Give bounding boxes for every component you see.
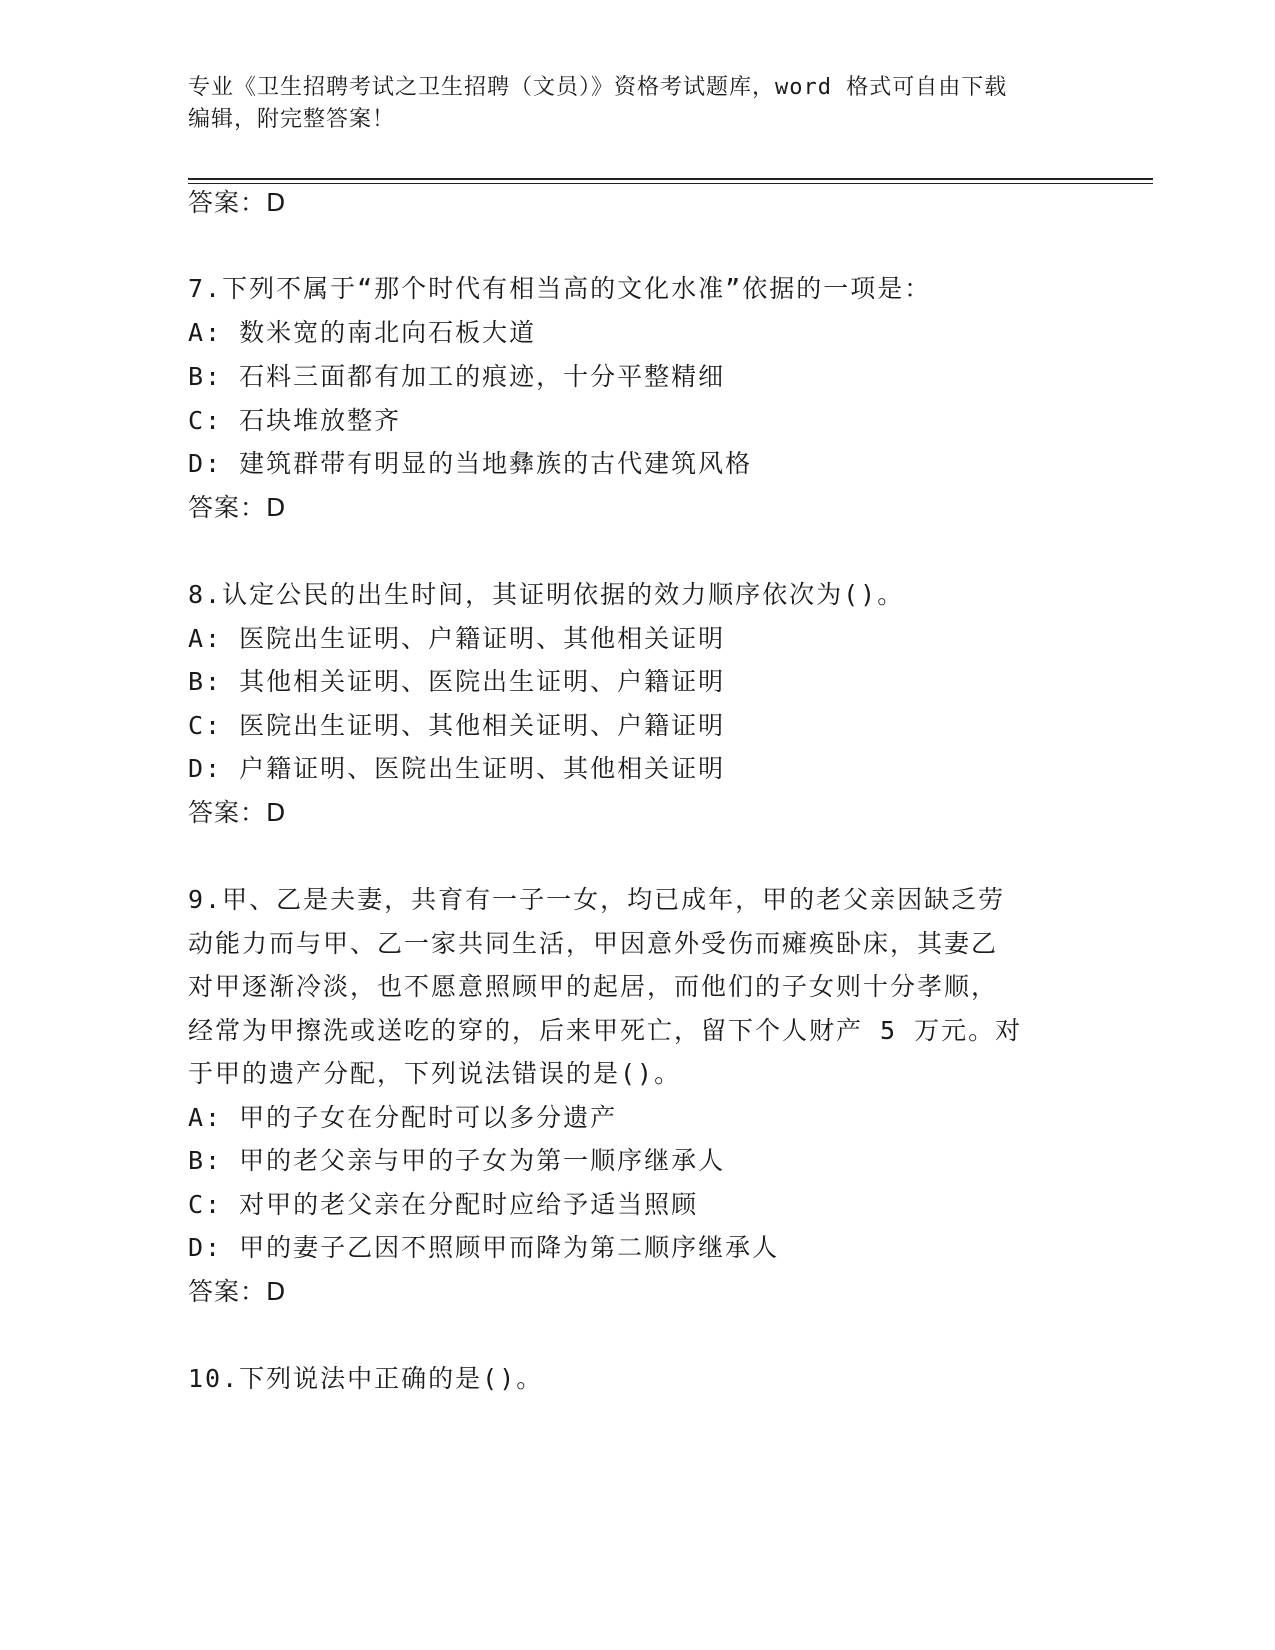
question-10-stem: 10.下列说法中正确的是()。: [188, 1364, 544, 1393]
question-7-option-c: C: 石块堆放整齐: [188, 406, 402, 435]
header-line-1: 专业《卫生招聘考试之卫生招聘（文员）》资格考试题库，word 格式可自由下载: [188, 75, 1008, 100]
previous-answer: 答案：D: [188, 188, 287, 217]
document-header: [188, 72, 1088, 136]
header-divider-thin: [188, 183, 1153, 184]
header-divider-thick: [188, 178, 1153, 180]
question-7-option-d: D: 建筑群带有明显的当地彝族的古代建筑风格: [188, 449, 753, 478]
question-9-answer: 答案：D: [188, 1277, 287, 1306]
question-9-option-a: A: 甲的子女在分配时可以多分遗产: [188, 1103, 618, 1132]
question-9-option-c: C: 对甲的老父亲在分配时应给予适当照顾: [188, 1190, 699, 1219]
question-8-option-b: B: 其他相关证明、医院出生证明、户籍证明: [188, 667, 726, 696]
question-9-stem-line-5: 于甲的遗产分配，下列说法错误的是()。: [188, 1059, 682, 1088]
question-9-stem-line-2: 动能力而与甲、乙一家共同生活，甲因意外受伤而瘫痪卧床，其妻乙: [188, 929, 999, 958]
question-9-stem-line-3: 对甲逐渐冷淡，也不愿意照顾甲的起居，而他们的子女则十分孝顺，: [188, 972, 999, 1001]
question-8-option-a: A: 医院出生证明、户籍证明、其他相关证明: [188, 624, 726, 653]
header-line-2: 编辑，附完整答案！: [188, 107, 396, 132]
question-9-option-d: D: 甲的妻子乙因不照顾甲而降为第二顺序继承人: [188, 1233, 780, 1262]
question-8-answer: 答案：D: [188, 798, 287, 827]
question-7-option-a: A: 数米宽的南北向石板大道: [188, 318, 537, 347]
question-7-option-b: B: 石料三面都有加工的痕迹，十分平整精细: [188, 362, 726, 391]
question-9-stem-line-4: 经常为甲擦洗或送吃的穿的，后来甲死亡，留下个人财产 5 万元。对: [188, 1016, 1023, 1045]
question-8-stem: 8.认定公民的出生时间，其证明依据的效力顺序依次为()。: [188, 580, 905, 609]
question-7-stem: 7.下列不属于“那个时代有相当高的文化水准”依据的一项是：: [188, 274, 932, 303]
question-8-option-c: C: 医院出生证明、其他相关证明、户籍证明: [188, 711, 726, 740]
question-9-stem-line-1: 9.甲、乙是夫妻，共育有一子一女，均已成年，甲的老父亲因缺乏劳: [188, 885, 1006, 914]
question-7-answer: 答案：D: [188, 493, 287, 522]
question-8-option-d: D: 户籍证明、医院出生证明、其他相关证明: [188, 754, 726, 783]
question-9-option-b: B: 甲的老父亲与甲的子女为第一顺序继承人: [188, 1146, 726, 1175]
